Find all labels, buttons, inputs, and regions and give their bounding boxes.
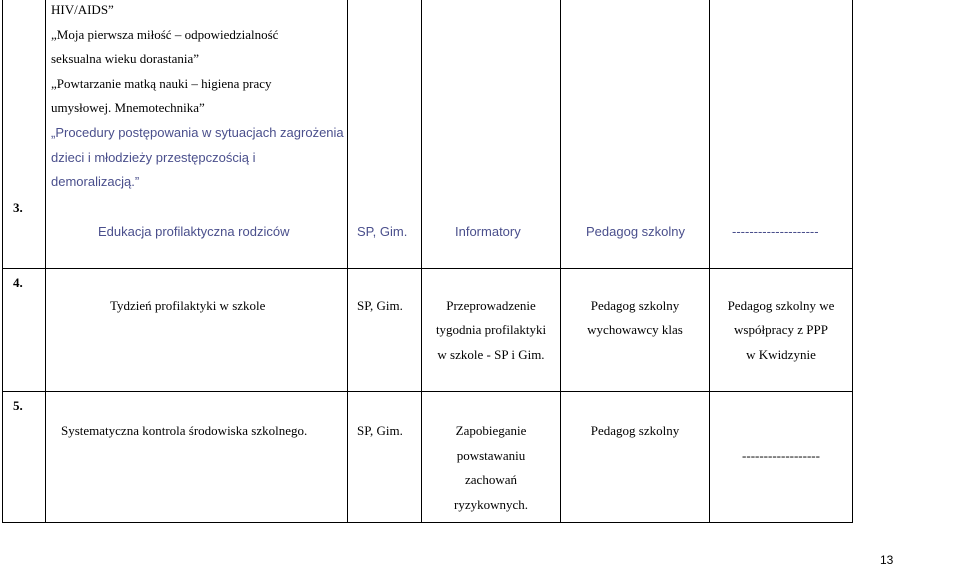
partner-cell: ------------------ [742, 448, 820, 463]
method-cell: Informatory [455, 224, 521, 239]
task-cell: Edukacja profilaktyczna rodziców [98, 224, 290, 239]
responsible-cell: Pedagog szkolny [590, 423, 680, 438]
row-divider [2, 268, 853, 269]
table-border-bottom [2, 522, 853, 523]
continued-line: „Moja pierwsza miłość – odpowiedzialność [51, 27, 279, 42]
partner-cell: -------------------- [732, 224, 819, 239]
school-cell: SP, Gim. [357, 423, 403, 438]
school-cell: SP, Gim. [357, 298, 403, 313]
responsible-cell-line: wychowawcy klas [587, 322, 683, 337]
continued-line: dzieci i młodzieży przestępczością i [51, 150, 256, 165]
column-divider [560, 0, 561, 523]
table-border-right [852, 0, 853, 523]
responsible-cell-line: Pedagog szkolny [590, 298, 680, 313]
row-divider [2, 391, 853, 392]
continued-line: „Powtarzanie matką nauki – higiena pracy [51, 76, 272, 91]
method-cell-line: powstawaniu [456, 448, 526, 463]
column-divider [347, 0, 348, 523]
task-cell: Systematyczna kontrola środowiska szkolnego. [61, 423, 308, 438]
method-cell-line: tygodnia profilaktyki [435, 322, 547, 337]
row-number: 3. [13, 200, 23, 215]
continued-line: demoralizacją.” [51, 174, 140, 189]
row-number: 4. [13, 275, 23, 290]
partner-cell-line: w Kwidzynie [746, 347, 816, 362]
continued-line: seksualna wieku dorastania” [51, 51, 200, 66]
continued-line: HIV/AIDS” [51, 2, 114, 17]
method-cell-line: zachowań [465, 472, 517, 487]
responsible-cell: Pedagog szkolny [586, 224, 686, 239]
table-border-left [2, 0, 3, 523]
method-cell-line: Zapobieganie [455, 423, 527, 438]
method-cell-line: ryzykownych. [453, 497, 528, 512]
partner-cell-line: współpracy z PPP [734, 322, 828, 337]
method-cell-line: Przeprowadzenie [446, 298, 536, 313]
task-cell: Tydzień profilaktyki w szkole [110, 298, 266, 313]
column-divider [709, 0, 710, 523]
row-number: 5. [13, 398, 23, 413]
method-cell-line: w szkole - SP i Gim. [437, 347, 545, 362]
page-number: 13 [880, 553, 894, 567]
continued-line: „Procedury postępowania w sytuacjach zagrożenia [51, 125, 344, 140]
school-cell: SP, Gim. [357, 224, 408, 239]
continued-line: umysłowej. Mnemotechnika” [51, 100, 205, 115]
column-divider [421, 0, 422, 523]
column-divider [45, 0, 46, 523]
partner-cell-line: Pedagog szkolny we [727, 298, 835, 313]
